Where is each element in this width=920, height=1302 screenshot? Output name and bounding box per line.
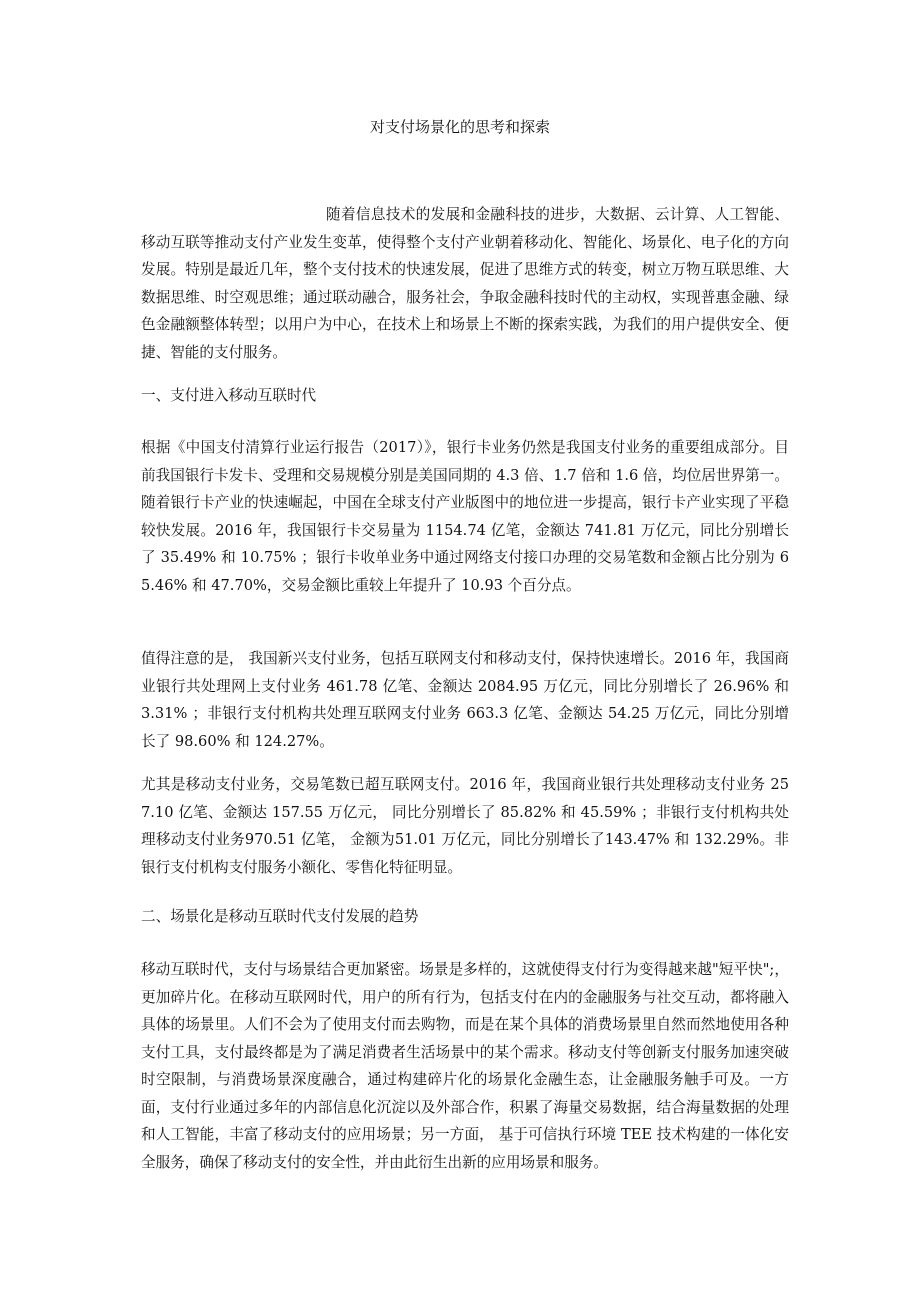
document-title: 对支付场景化的思考和探索 xyxy=(369,118,550,136)
section-1-paragraph-2: 值得注意的是， 我国新兴支付业务，包括互联网支付和移动支付，保持快速增长。2016 年，我国商业银行共处理网上支付业务 461.78 亿笔、金额达 2084.95 万亿元，同比分别增长了 26.96% 和 3.31% ；非银行支付机构共处理互联网支付业务 663.3 亿笔、金额达 54.25 万亿元，同比分别增长了 98.60% 和 124.27%。 xyxy=(141,650,789,750)
section-1-paragraph-1: 根据《中国支付清算行业运行报告（2017）》，银行卡业务仍然是我国支付业务的重要组成部分。目前我国银行卡发卡、受理和交易规模分别是美国同期的 4.3 倍、1.7 倍和 1.6 倍，均位居世界第一。随着银行卡产业的快速崛起，中国在全球支付产业版图中的地位进一步提高，银行卡产业实现了平稳较快发展。2016 年，我国银行卡交易量为 1154.74 亿笔，金额达 741.81 万亿元，同比分别增长了 35.49% 和 10.75% ；银行卡收单业务中通过网络支付接口办理的交易笔数和金额占比分别为 65.46% 和 47.70%，交易金额比重较上年提升了 10.93 个百分点。 xyxy=(141,439,789,594)
section-2-heading: 二、场景化是移动互联时代支付发展的趋势 xyxy=(141,908,419,925)
section-2-paragraph-1: 移动互联时代，支付与场景结合更加紧密。场景是多样的，这就使得支付行为变得越来越"短平快";，更加碎片化。在移动互联网时代，用户的所有行为，包括支付在内的金融服务与社交互动，都将融入具体的场景里。人们不会为了使用支付而去购物，而是在某个具体的消费场景里自然而然地使用各种支付工具，支付最终都是为了满足消费者生活场景中的某个需求。移动支付等创新支付服务加速突破时空限制，与消费场景深度融合，通过构建碎片化的场景化金融生态，让金融服务触手可及。一方面，支付行业通过多年的内部信息化沉淀以及外部合作，积累了海量交易数据，结合海量数据的处理和人工智能，丰富了移动支付的应用场景；另一方面， 基于可信执行环境 TEE 技术构建的一体化安全服务，确保了移动支付的安全性，并由此衍生出新的应用场景和服务。 xyxy=(141,961,789,1171)
section-1-heading: 一、支付进入移动互联时代 xyxy=(141,387,317,404)
section-1-paragraph-3: 尤其是移动支付业务，交易笔数已超互联网支付。2016 年，我国商业银行共处理移动支付业务 257.10 亿笔、金额达 157.55 万亿元， 同比分别增长了 85.82% 和 45.59% ；非银行支付机构共处理移动支付业务970.51 亿笔， 金额为51.01 万亿元，同比分别增长了143.47% 和 132.29%。非银行支付机构支付服务小额化、零售化特征明显。 xyxy=(141,776,789,876)
intro-paragraph: 随着信息技术的发展和金融科技的进步，大数据、云计算、人工智能、移动互联等推动支付产业发生变革，使得整个支付产业朝着移动化、智能化、场景化、电子化的方向发展。特别是最近几年，整个支付技术的快速发展，促进了思维方式的转变，树立万物互联思维、大数据思维、时空观思维；通过联动融合，服务社会，争取金融科技时代的主动权，实现普惠金融、绿色金融额整体转型；以用户为中心，在技术上和场景上不断的探索实践，为我们的用户提供安全、便捷、智能的支付服务。 xyxy=(141,206,789,361)
